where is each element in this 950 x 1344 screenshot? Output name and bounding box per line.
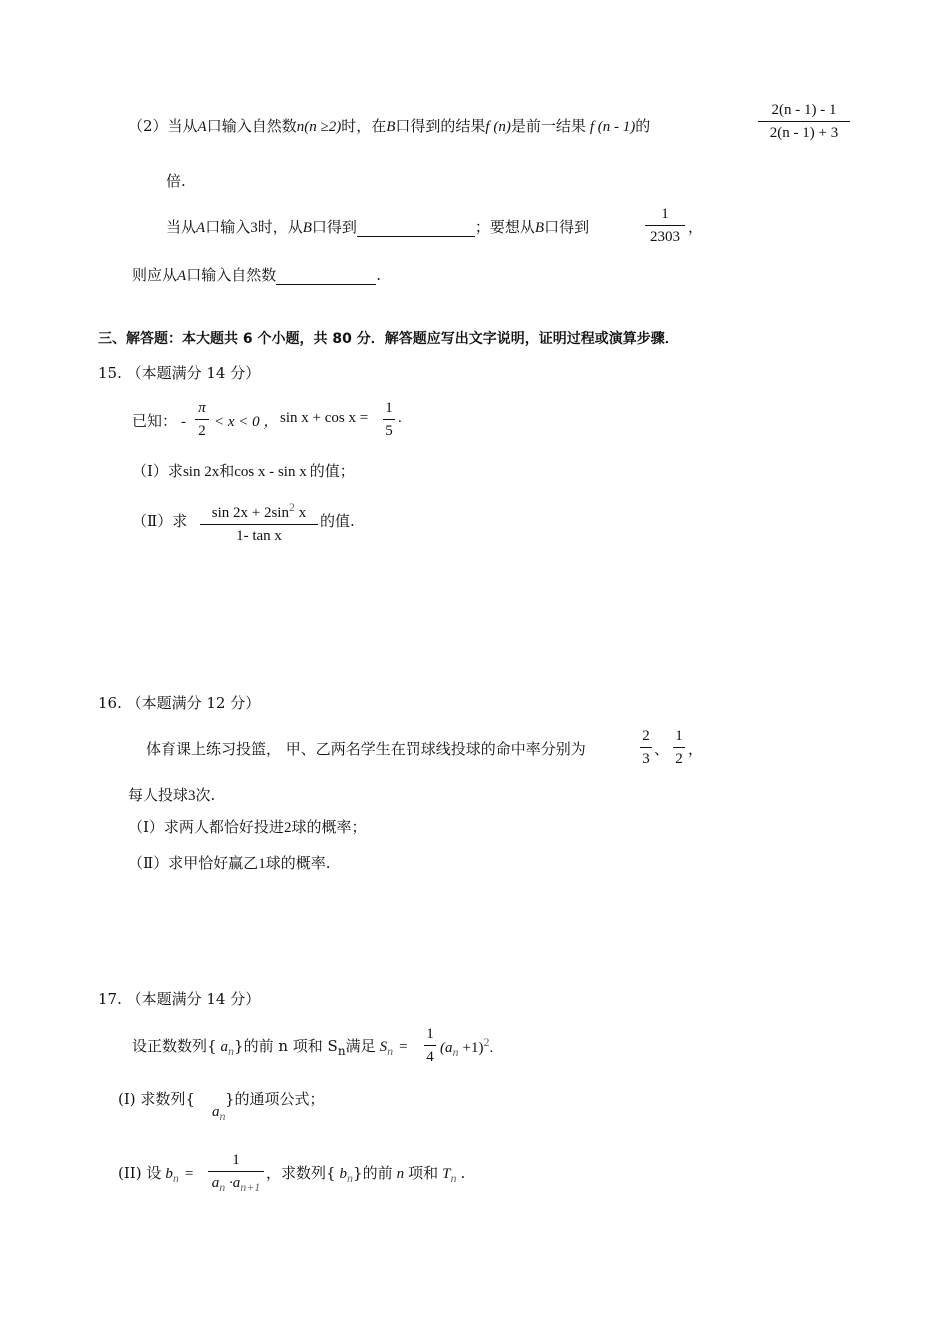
- q15-one-fifth: 1 5: [383, 398, 395, 441]
- q17-title: 17. （本题满分 14 分）: [98, 990, 261, 1008]
- q16-title: 16. （本题满分 12 分）: [98, 694, 261, 712]
- q15-given: 已知： -: [132, 412, 187, 430]
- answer-blank-2[interactable]: [276, 266, 376, 285]
- q15-part2-fraction: $\sin 2x + 2\sin^2$ x 1- tan x: [200, 497, 318, 546]
- q16-part2: （Ⅱ）求甲恰好赢乙1球的概率.: [128, 854, 331, 872]
- section3-header: 三、解答题：本大题共 6 个小题，共 80 分．解答题应写出文字说明，证明过程或演算步骤．: [98, 331, 679, 347]
- answer-blank-1[interactable]: [357, 218, 475, 237]
- q17-part1: (I) 求数列{ }的通项公式；: [118, 1090, 325, 1108]
- q16-part1: （Ⅰ）求两人都恰好投进2球的概率；: [128, 818, 367, 836]
- q15-title: 15. （本题满分 14 分）: [98, 364, 261, 382]
- q14-line3: 当从A口输入3时，从B口得到 ；要想从B口得到: [166, 218, 590, 236]
- q15-part1: （Ⅰ）求sin 2x和cos x - sin x 的值；: [132, 462, 355, 480]
- q17-quarter-fraction: 1 4: [424, 1024, 436, 1067]
- q17-part2-rest: ，求数列{ $b_n$}的前 n 项和 $T_n$ .: [266, 1164, 466, 1185]
- q17-paren-expr: $(a_n +1)^2$.: [440, 1035, 494, 1059]
- q15-part2-prefix: （Ⅱ）求: [132, 512, 188, 530]
- q16-frac-two-thirds: 2 3: [640, 726, 652, 769]
- q17-bn-fraction: 1 $a_n \cdot a_{n+1}$: [208, 1150, 264, 1197]
- q16-line2: 每人投球3次.: [128, 786, 216, 804]
- q17-part1-an: $a_n$: [212, 1104, 226, 1123]
- q14-line2: 倍.: [166, 172, 186, 190]
- q16-frac-one-half: 1 2: [673, 726, 685, 769]
- q14-target-fraction: 1 2303: [645, 204, 685, 247]
- q16-line1: 体育课上练习投篮， 甲、乙两名学生在罚球线投球的命中率分别为: [146, 740, 586, 758]
- q17-part2-prefix: (II) 设 $b_n$ =: [118, 1164, 194, 1185]
- q14-ratio-fraction: 2(n - 1) - 1 2(n - 1) + 3: [758, 100, 850, 143]
- q14-line1: （2）当从A口输入自然数n(n ≥2)时，在B口得到的结果f (n)是前一结果 f (n - 1)的: [128, 117, 651, 135]
- q15-pi-over-2: π 2: [195, 398, 209, 441]
- q17-line1: 设正数数列{ $a_n$}的前 n 项和 $S_n$满足 $S_n$ =: [132, 1037, 408, 1058]
- q14-line4: 则应从A口输入自然数 .: [132, 266, 381, 284]
